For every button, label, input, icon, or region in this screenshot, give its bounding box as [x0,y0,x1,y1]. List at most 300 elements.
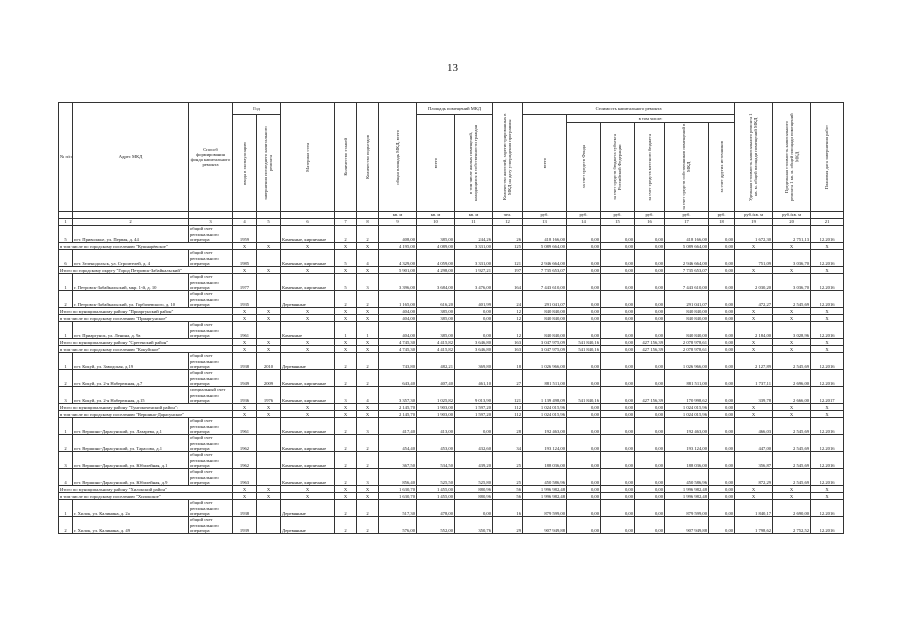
table-cell: 369,80 [455,353,493,370]
table-cell: 2 751,13 [773,226,811,243]
index-cell: 1 [59,219,73,226]
table-cell: 0,00 [709,435,735,452]
summary-cell: X [811,267,844,274]
summary-cell: 0,00 [709,315,735,322]
index-cell: 5 [257,219,281,226]
summary-cell: 4 745,30 [379,346,417,353]
summary-cell: 4 089,00 [417,243,455,250]
table-cell: 1938 [233,500,257,517]
table-cell: 1 139 498,09 [523,387,567,404]
table-cell: 12.2016 [811,226,844,243]
table-cell: общий счет регионального оператора [189,250,233,267]
table-cell: 3 396,00 [379,274,417,291]
table-cell: 541 840,16 [567,387,601,404]
summary-cell: 0,00 [601,243,635,250]
table-cell: 2 [357,370,379,387]
summary-cell: 5 089 664,00 [523,243,567,250]
table-cell: специальный счет регионального оператора [189,387,233,404]
summary-cell: 1 630,70 [379,486,417,493]
table-cell: 3 036,70 [773,250,811,267]
table-row [59,469,844,486]
header-year-repair: завершения последнего капитального ремонта [263,126,274,200]
index-cell: 11 [455,219,493,226]
table-cell: 0,00 [601,274,635,291]
header-cost-total: всего [541,157,547,169]
table-cell: 3 684,00 [417,274,455,291]
table-cell: 0,00 [635,469,665,486]
index-cell: 17 [665,219,709,226]
summary-label: Итого по муниципальному району "Приаргунский район" [59,308,233,315]
summary-label: Итого по муниципальному району "Хилокский район" [59,486,233,493]
table-cell: 0,00 [567,322,601,339]
table-cell: 2 545,69 [773,435,811,452]
summary-cell: 0,00 [455,308,493,315]
table-cell: 0,00 [709,418,735,435]
table-cell: 12.2016 [811,469,844,486]
summary-row [59,308,844,315]
summary-cell: 1 927,21 [455,267,493,274]
table-cell: 2 [335,452,357,469]
table-cell: 1 798,62 [735,517,773,534]
table-cell: 26 [493,226,523,243]
table-cell: 0,00 [635,250,665,267]
summary-cell: 4 195,00 [379,243,417,250]
table-cell: 1 026 966,00 [665,353,709,370]
summary-cell: 0,00 [567,243,601,250]
table-cell: Деревянные [281,500,335,517]
summary-cell: 840 840,00 [523,308,567,315]
table-cell: Каменные, кирпичные [281,387,335,404]
table-cell: общий счет регионального оператора [189,418,233,435]
table-cell: 2009 [257,370,281,387]
table-cell: 0,00 [567,250,601,267]
table-cell: 2 946 664,00 [665,250,709,267]
table-cell: 1985 [233,250,257,267]
summary-cell: X [233,339,257,346]
table-cell: 12 [493,322,523,339]
summary-cell: X [773,315,811,322]
table-cell: 1 [59,418,73,435]
address-cell: г. Хилок, ул. Калинина, д. 2а [73,500,189,517]
table-cell: 3 [335,387,357,404]
summary-cell: 0,00 [635,486,665,493]
summary-cell: 385,00 [417,315,455,322]
summary-cell: 112 [493,411,523,418]
table-cell: Деревянные [281,517,335,534]
index-cell: 14 [567,219,601,226]
summary-cell: 0,00 [709,493,735,500]
table-cell: 1949 [233,370,257,387]
table-cell [257,517,281,534]
summary-row [59,486,844,493]
table-row [59,500,844,517]
index-cell: 15 [601,219,635,226]
table-cell: 1976 [257,387,281,404]
table-cell: 12.2016 [811,418,844,435]
table-cell: 1938 [233,353,257,370]
summary-cell: 3 047 975,09 [523,346,567,353]
table-cell: 0,00 [455,418,493,435]
summary-cell: 0,00 [709,486,735,493]
address-cell: пгт. Приаргунск, ул. Ленина, д. 9а [73,322,189,339]
table-cell: общий счет регионального оператора [189,469,233,486]
summary-cell: X [257,404,281,411]
summary-cell: X [811,404,844,411]
table-cell: 0,00 [601,353,635,370]
table-cell: 872,29 [735,469,773,486]
summary-cell: X [281,404,335,411]
index-cell: 13 [523,219,567,226]
table-cell: 0,00 [709,250,735,267]
index-cell: 18 [709,219,735,226]
table-cell: 840 840,00 [523,322,567,339]
table-cell: 856,40 [379,469,417,486]
summary-cell: X [357,486,379,493]
header-area-all: всего [432,157,438,169]
table-row [59,250,844,267]
table-cell: 0,00 [455,322,493,339]
table-cell [257,418,281,435]
table-cell: 2 [357,226,379,243]
table-cell [257,250,281,267]
table-cell: 0,00 [709,291,735,308]
table-cell: Деревянные [281,291,335,308]
table-row [59,291,844,308]
table-cell: 1 [59,353,73,370]
summary-cell: X [335,346,357,353]
summary-cell: X [773,308,811,315]
summary-cell: X [357,308,379,315]
table-cell: 413,00 [417,418,455,435]
unit-cell: руб. [523,212,567,219]
table-cell: Каменные, кирпичные [281,469,335,486]
summary-cell: 385,00 [417,308,455,315]
table-cell: 576,00 [379,517,417,534]
summary-cell: X [281,411,335,418]
summary-row [59,339,844,346]
summary-cell: X [257,493,281,500]
summary-cell: 2 078 978,61 [665,339,709,346]
summary-cell: X [811,243,844,250]
header-owners: за счет средств собственников помещений в МКД [681,123,692,211]
table-cell: 1 [335,322,357,339]
table-cell: 3 357,30 [379,387,417,404]
table-cell: 2 [335,418,357,435]
table-cell: 0,00 [635,517,665,534]
table-cell: 0,00 [635,370,665,387]
table-cell: 417,40 [379,418,417,435]
table-cell: Каменные, кирпичные [281,452,335,469]
summary-cell: X [773,486,811,493]
table-cell: 2 545,69 [773,418,811,435]
table-cell: 534,50 [417,452,455,469]
table-cell: общий счет регионального оператора [189,452,233,469]
summary-cell: 0,00 [601,411,635,418]
table-cell: 170 998,62 [665,387,709,404]
summary-cell: X [335,404,357,411]
table-cell: 29 [493,517,523,534]
summary-cell: X [281,267,335,274]
table-cell [257,274,281,291]
summary-row [59,243,844,250]
table-cell: 1 026 966,00 [523,353,567,370]
summary-cell: X [811,308,844,315]
summary-cell: X [281,308,335,315]
table-cell: 418 166,00 [523,226,567,243]
table-cell: 12.2016 [811,353,844,370]
table-row [59,353,844,370]
index-cell: 10 [417,219,455,226]
summary-cell: 0,00 [567,308,601,315]
header-local: за счет средств местного бюджета [646,133,652,201]
summary-cell: X [233,346,257,353]
table-cell: 907 949,88 [523,517,567,534]
table-cell: 0,00 [635,322,665,339]
table-cell: общий счет регионального оператора [189,435,233,452]
table-cell: Деревянные [281,353,335,370]
summary-cell: X [811,493,844,500]
summary-cell: 163 [493,346,523,353]
summary-cell: 0,00 [635,315,665,322]
summary-label: в том числе по городскому поселению "Хилокское" [59,493,233,500]
table-cell [257,322,281,339]
summary-cell: 880,96 [455,486,493,493]
summary-cell: 427 156,39 [635,346,665,353]
table-cell: 385,00 [417,322,455,339]
summary-cell: X [773,243,811,250]
table-cell: 0,00 [635,226,665,243]
summary-cell: 1 996 982,48 [665,493,709,500]
table-cell: 192 463,00 [665,418,709,435]
summary-cell: 0,00 [635,267,665,274]
summary-cell: 0,00 [601,346,635,353]
table-cell: Каменные, кирпичные [281,418,335,435]
summary-cell: X [357,267,379,274]
table-row [59,370,844,387]
address-cell: пгт. Вершино-Дарасунский, ул. Юбилейная, д.1 [73,452,189,469]
header-year-group: Год [233,103,281,115]
table-cell: 472,27 [735,291,773,308]
table-cell: 4 329,00 [379,250,417,267]
table-cell: 0,00 [567,226,601,243]
table-cell: 447,00 [735,435,773,452]
summary-row [59,315,844,322]
table-cell: 2 [335,291,357,308]
header-num: № п/п [59,103,73,212]
table-cell: 2 030,20 [735,274,773,291]
summary-label: Итого по муниципальному району "Сретенский район" [59,339,233,346]
table-cell: 12.2016 [811,274,844,291]
table-cell: 0,00 [601,322,635,339]
table-cell: общий счет регионального оператора [189,322,233,339]
table-cell: 0,00 [601,517,635,534]
summary-cell: X [735,315,773,322]
summary-cell: 0,00 [567,267,601,274]
table-cell: 418 166,00 [665,226,709,243]
summary-cell: 4 745,30 [379,339,417,346]
summary-cell: X [233,493,257,500]
summary-cell: X [257,267,281,274]
table-cell: 188 036,00 [523,452,567,469]
table-cell: 0,00 [601,418,635,435]
summary-label: Итого по муниципальному району "Тунгокоченский район": [59,404,233,411]
table-cell: 450 586,96 [523,469,567,486]
header-unit-cost: Удельная стоимость капитального ремонта 1 кв. м. общей площади помещений МКД [748,113,759,201]
summary-cell: X [773,267,811,274]
summary-row [59,346,844,353]
table-cell: 1935 [233,291,257,308]
table-cell: 2 [357,353,379,370]
table-cell: 478,00 [417,500,455,517]
summary-cell: X [257,411,281,418]
summary-cell: 1 996 982,48 [523,493,567,500]
table-cell: 552,00 [417,517,455,534]
unit-cell: руб./кв. м [773,212,811,219]
summary-cell: 0,00 [601,486,635,493]
summary-cell: X [233,486,257,493]
table-cell: 0,00 [567,469,601,486]
table-cell: 12.2016 [811,452,844,469]
table-row [59,387,844,404]
table-cell: 2 752,52 [773,517,811,534]
address-cell: пгт. Зеленодольск, ул. Строителей, д. 4 [73,250,189,267]
header-area-group: Площадь помещений МКД [417,103,493,115]
table-cell: 2 946 664,00 [523,250,567,267]
summary-row [59,411,844,418]
table-cell: 0,00 [567,517,601,534]
table-cell: 188 036,00 [665,452,709,469]
table-cell [257,500,281,517]
summary-cell: X [335,493,357,500]
capital-repair-table [58,102,844,534]
table-cell: 0,00 [601,452,635,469]
table-row [59,418,844,435]
table-cell: 0,00 [601,370,635,387]
table-cell: 164 [493,274,523,291]
table-cell: 244,26 [455,226,493,243]
summary-cell: 840 840,00 [665,308,709,315]
table-cell: Каменные, кирпичные [281,370,335,387]
summary-cell: 880,96 [455,493,493,500]
table-cell: 1 [357,322,379,339]
summary-cell: 1 455,00 [417,486,455,493]
table-cell: 2 184,00 [735,322,773,339]
table-cell: общий счет регионального оператора [189,226,233,243]
address-cell: пгт. Кокуй, ул. Заводская, д.19 [73,353,189,370]
table-cell: 881 511,00 [665,370,709,387]
header-max-cost: Предельная стоимость капитального ремонта 1 кв. м. общей площади помещений МКД [783,113,800,201]
table-cell: 401,99 [455,291,493,308]
summary-cell: X [357,243,379,250]
summary-cell: 197 [493,267,523,274]
table-cell: 1 165,00 [379,291,417,308]
table-cell: 0,00 [709,452,735,469]
table-cell: 643,40 [379,370,417,387]
table-cell [257,291,281,308]
summary-cell: 1 597,20 [455,411,493,418]
summary-label: в том числе по городскому поселению "Вершино-Дарасунское" [59,411,233,418]
table-cell: 751,09 [735,250,773,267]
table-row [59,452,844,469]
table-cell: 1936 [233,387,257,404]
summary-cell: X [735,411,773,418]
table-cell: 350,76 [455,517,493,534]
summary-cell: 0,00 [635,308,665,315]
table-cell: 0,00 [635,500,665,517]
table-cell: 2 [59,370,73,387]
table-row [59,226,844,243]
table-cell: 2 [59,435,73,452]
table-cell: 4 [357,387,379,404]
address-cell: г. Петровск-Забайкальский, мкр. 1-й, д. 10 [73,274,189,291]
summary-cell: X [811,346,844,353]
table-cell: 12.2016 [811,250,844,267]
table-cell: 0,00 [635,353,665,370]
summary-cell: X [735,339,773,346]
summary-cell: X [335,486,357,493]
table-cell: 1959 [233,226,257,243]
summary-cell: 4 415,82 [417,339,455,346]
table-cell: 0,00 [709,387,735,404]
address-cell: пгт. Приволжье, ул. Первая, д. 44 [73,226,189,243]
unit-cell: руб. [665,212,709,219]
summary-cell: X [357,339,379,346]
table-cell: 5 [59,226,73,243]
table-cell: 2 127,89 [735,353,773,370]
table-cell: 0,00 [567,418,601,435]
summary-cell: 0,00 [709,267,735,274]
summary-cell: 404,00 [379,315,417,322]
address-cell: пгт. Вершино-Дарасунский, ул. Лазарева, д.1 [73,418,189,435]
table-cell: 0,00 [709,500,735,517]
unit-cell: руб. [567,212,601,219]
index-cell: 19 [735,219,773,226]
summary-cell: 840 840,00 [665,315,709,322]
table-cell [257,435,281,452]
table-cell [257,452,281,469]
table-cell: 1 840,17 [735,500,773,517]
summary-row [59,493,844,500]
table-cell: 2 690,00 [773,500,811,517]
summary-cell: X [257,486,281,493]
summary-cell: 56 [493,486,523,493]
table-cell: 27 [493,370,523,387]
address-cell: г. Петровск-Забайкальский, ул. Горбачевского, д. 10 [73,291,189,308]
table-cell: общий счет регионального оператора [189,500,233,517]
summary-cell: X [811,486,844,493]
summary-cell: X [257,315,281,322]
summary-cell: X [357,315,379,322]
table-cell: 339,78 [735,387,773,404]
table-cell: 7 443 610,00 [523,274,567,291]
table-cell: 3 [59,387,73,404]
summary-cell: 7 735 653,07 [523,267,567,274]
summary-cell: 56 [493,493,523,500]
table-cell: 0,00 [601,500,635,517]
index-cell: 4 [233,219,257,226]
table-cell: 0,00 [601,387,635,404]
summary-cell: X [773,404,811,411]
table-cell: 5 [335,250,357,267]
table-cell: 0,00 [709,353,735,370]
table-cell: 356,87 [735,452,773,469]
summary-cell: X [335,411,357,418]
summary-cell: 1 996 982,48 [665,486,709,493]
summary-cell: X [357,493,379,500]
table-cell: 12.2016 [811,435,844,452]
table-cell: 0,00 [455,500,493,517]
unit-cell: кв. м [379,212,417,219]
